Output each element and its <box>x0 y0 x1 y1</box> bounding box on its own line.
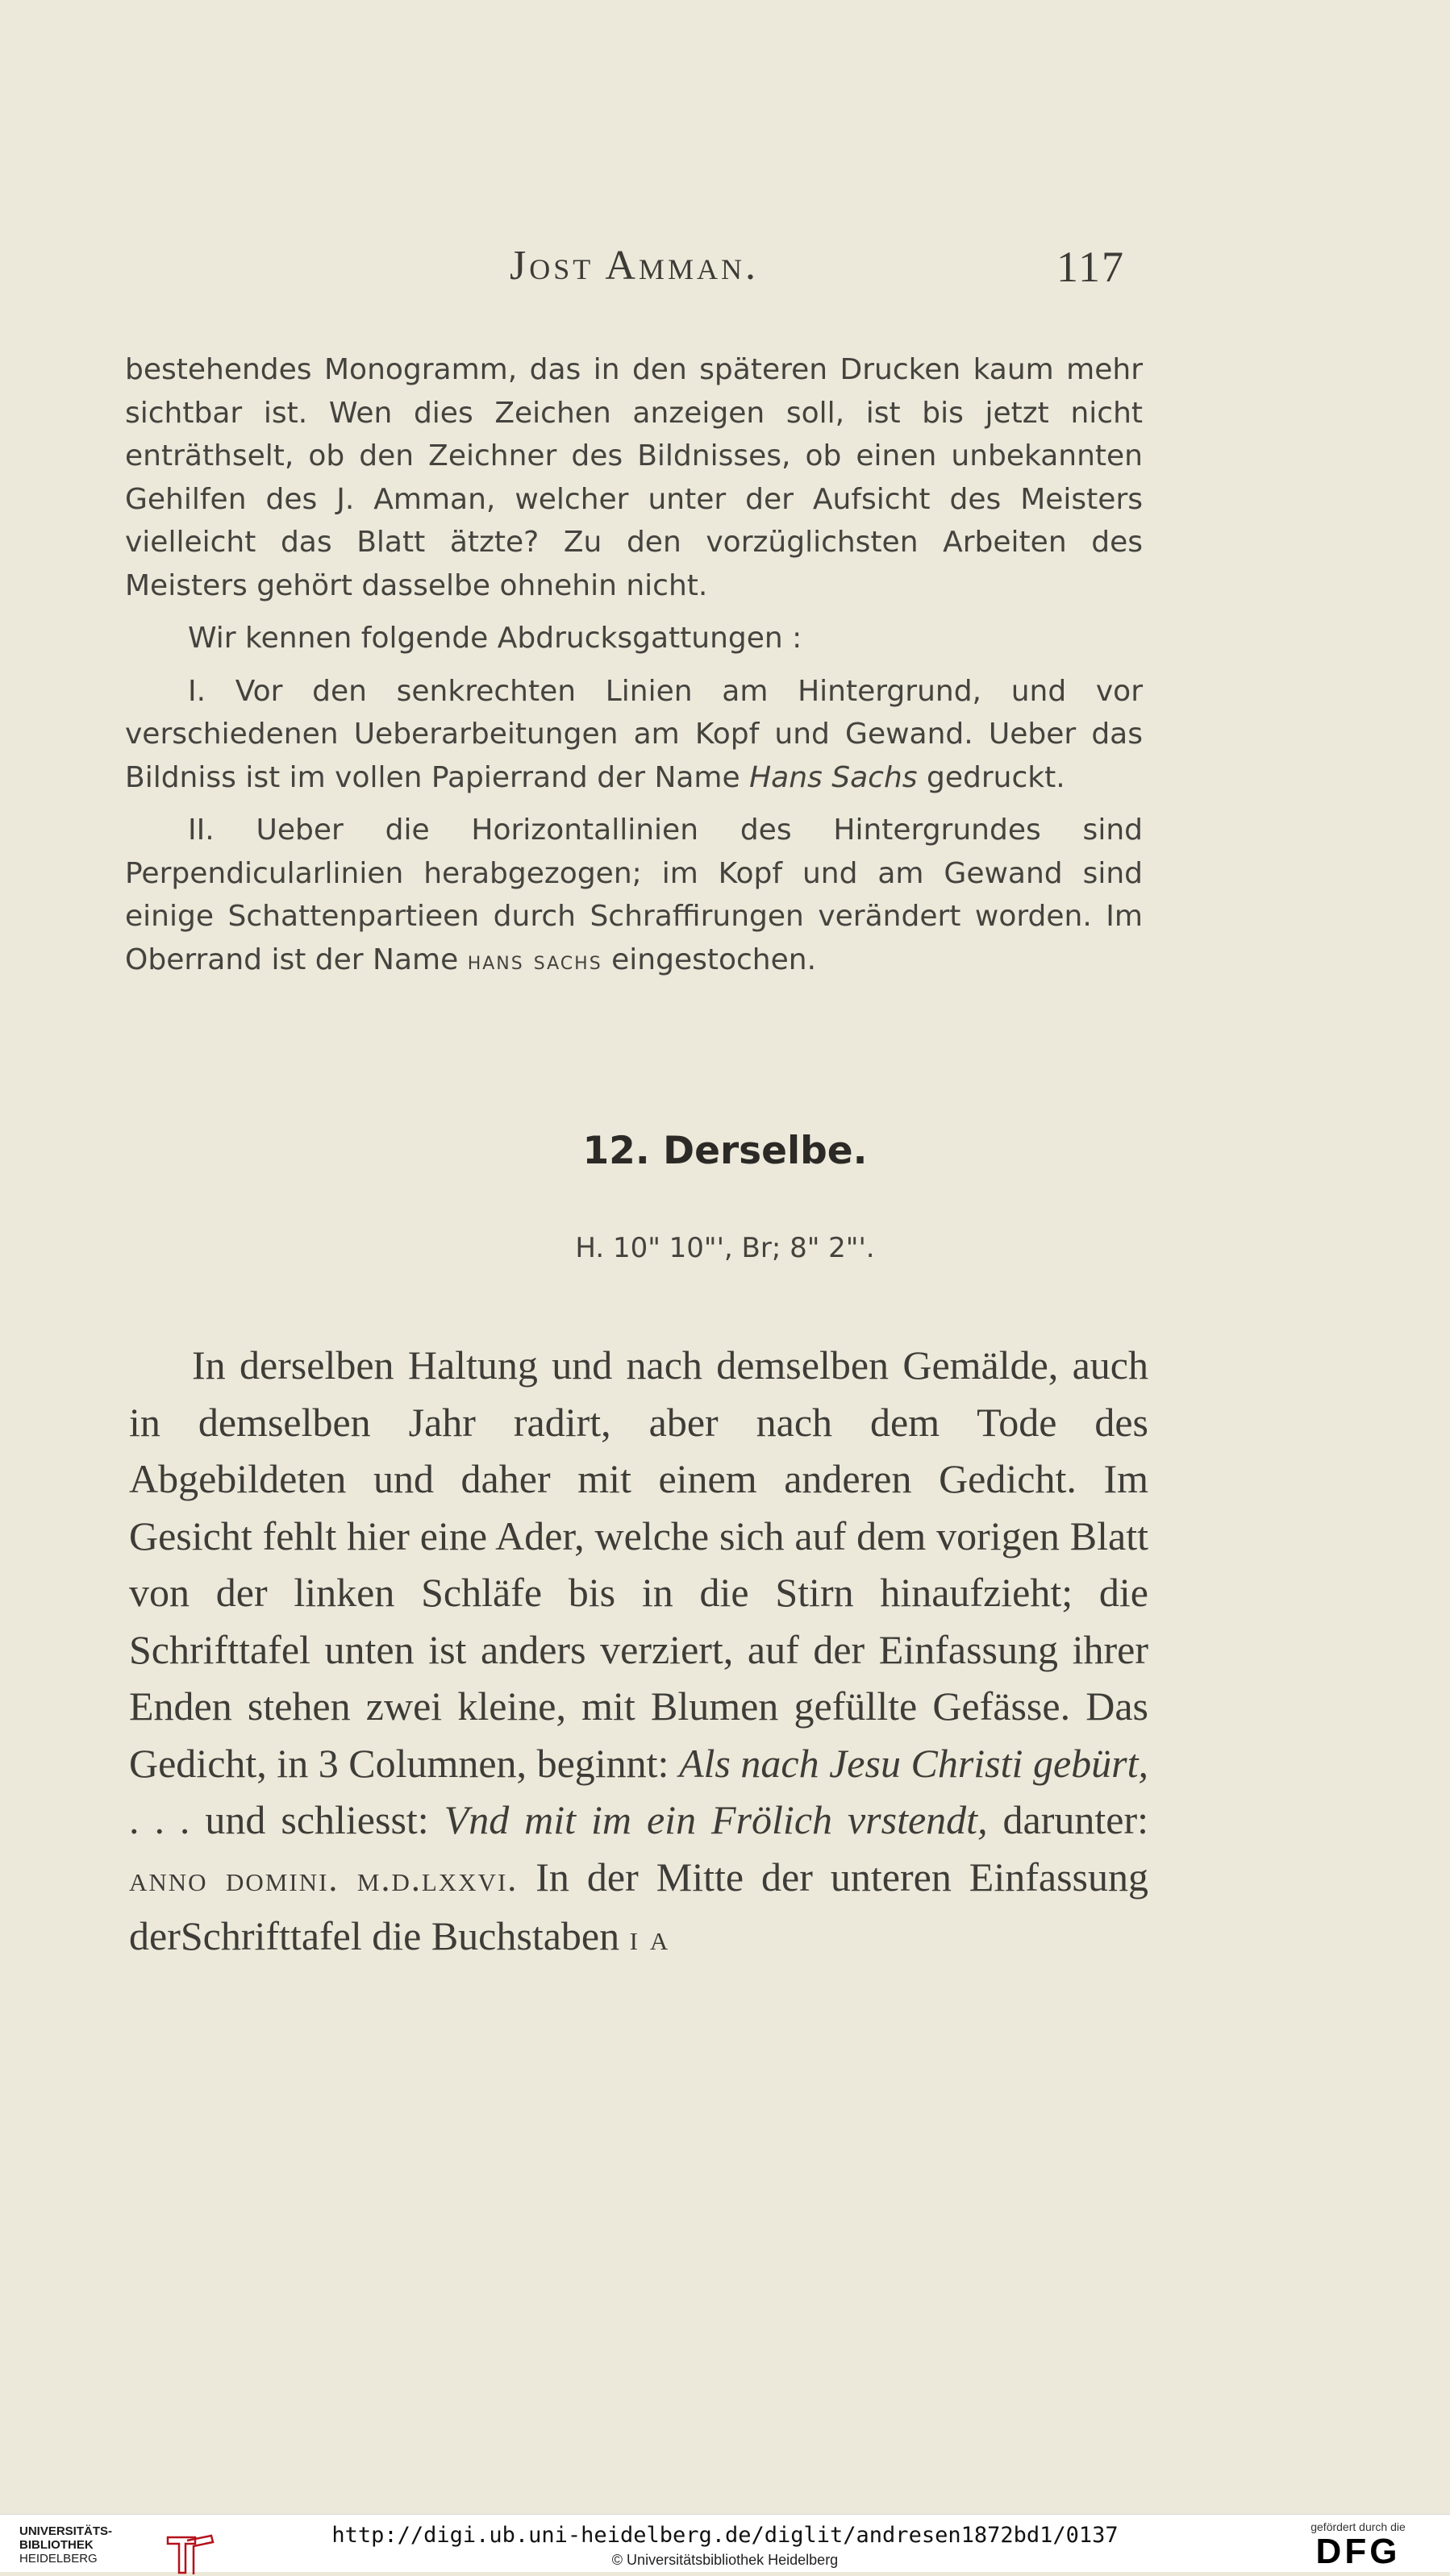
state-two <box>125 809 1143 983</box>
description-text-4: In der Mitte der unteren Einfassung derSchrifttafel die Buchstaben <box>129 1854 1149 1958</box>
paragraph-monogram: bestehendes Monogramm, das in den späteren Drucken kaum mehr sichtbar ist. Wen dies Zeichen anzeigen soll, ist bis jetzt nicht enträthselt, ob den Zeichner des Bildnisses, ob einen unbekannten Gehilfen des J. Amman, welcher unter der Aufsicht des Meisters vielleicht das Blatt ätzte? Zu den vorzüglichsten Arbeiten des Meisters gehört dasselbe ohnehin nicht. <box>125 353 1143 602</box>
poem-incipit: Als nach Jesu Christi gebürt, <box>678 1740 1148 1786</box>
date-inscription: anno domini. m.d.lxxvi. <box>129 1858 519 1899</box>
logo-line-2: BIBLIOTHEK <box>19 2538 94 2552</box>
state-two-name: hans sachs <box>467 946 602 976</box>
state-one-name: Hans Sachs <box>749 760 918 794</box>
dfg-logo[interactable] <box>1285 2520 1431 2571</box>
state-one <box>125 670 1143 800</box>
poem-explicit: Vnd mit im ein Frölich vrstendt, <box>444 1797 988 1842</box>
dfg-note: gefördert durch die <box>1310 2520 1406 2533</box>
running-head-title: Jost Amman. <box>510 243 759 289</box>
state-two-text-end: eingestochen. <box>602 943 817 976</box>
footer-bar <box>0 2514 1450 2572</box>
logo-line-1: UNIVERSITÄTS- <box>19 2524 113 2538</box>
state-one-text: I. Vor den senkrechten Linien am Hintergrund, und vor verschiedenen Ueberarbeitungen am Kopf und Gewand. Ueber das Bildniss ist im vollen Papierrand der Name <box>125 674 1143 794</box>
entry-dimensions: H. 10" 10"', Br; 8" 2"'. <box>575 1232 875 1264</box>
description-text-3: darunter: <box>987 1797 1149 1842</box>
preceding-entry-text <box>125 348 1143 983</box>
letters-inscription: i a <box>629 1918 670 1958</box>
paragraph-states-intro: Wir kennen folgende Abdrucksgattungen : <box>188 622 802 655</box>
page-number: 117 <box>1056 243 1125 291</box>
dfg-label: DFG <box>1315 2532 1401 2571</box>
state-one-text-end: gedruckt. <box>917 760 1065 794</box>
description-paragraph <box>129 1337 1148 1967</box>
footer-url-link[interactable]: http://digi.ub.uni-heidelberg.de/diglit/andresen1872bd1/0137 <box>331 2523 1119 2548</box>
running-head <box>0 242 1450 306</box>
entry-heading: 12. Derselbe. <box>582 1129 868 1173</box>
footer-copyright: © Universitätsbibliothek Heidelberg <box>611 2552 839 2568</box>
state-two-text: II. Ueber die Horizontallinien des Hintergrundes sind Perpendicularlinien herabgezogen; im Kopf und am Gewand sind einige Schattenpartieen durch Schraffirungen verändert worden. Im Oberrand ist der Name <box>125 814 1143 976</box>
entry-description <box>129 1337 1148 1967</box>
description-text-2: . . . und schliesst: <box>129 1797 444 1842</box>
description-text-1: In derselben Haltung und nach demselben Gemälde, auch in demselben Jahr radirt, aber nach dem Tode des Abgebildeten und daher mit einem anderen Gedicht. Im Gesicht fehlt hier eine Ader, welche sich auf dem vorigen Blatt von der linken Schläfe bis in die Stirn hinaufzieht; die Schrifttafel unten ist anders verziert, auf der Einfassung ihrer Enden stehen zwei kleine, mit Blumen gefüllte Gefässe. Das Gedicht, in 3 Columnen, beginnt: <box>129 1342 1148 1786</box>
logo-line-3: HEIDELBERG <box>19 2552 98 2566</box>
